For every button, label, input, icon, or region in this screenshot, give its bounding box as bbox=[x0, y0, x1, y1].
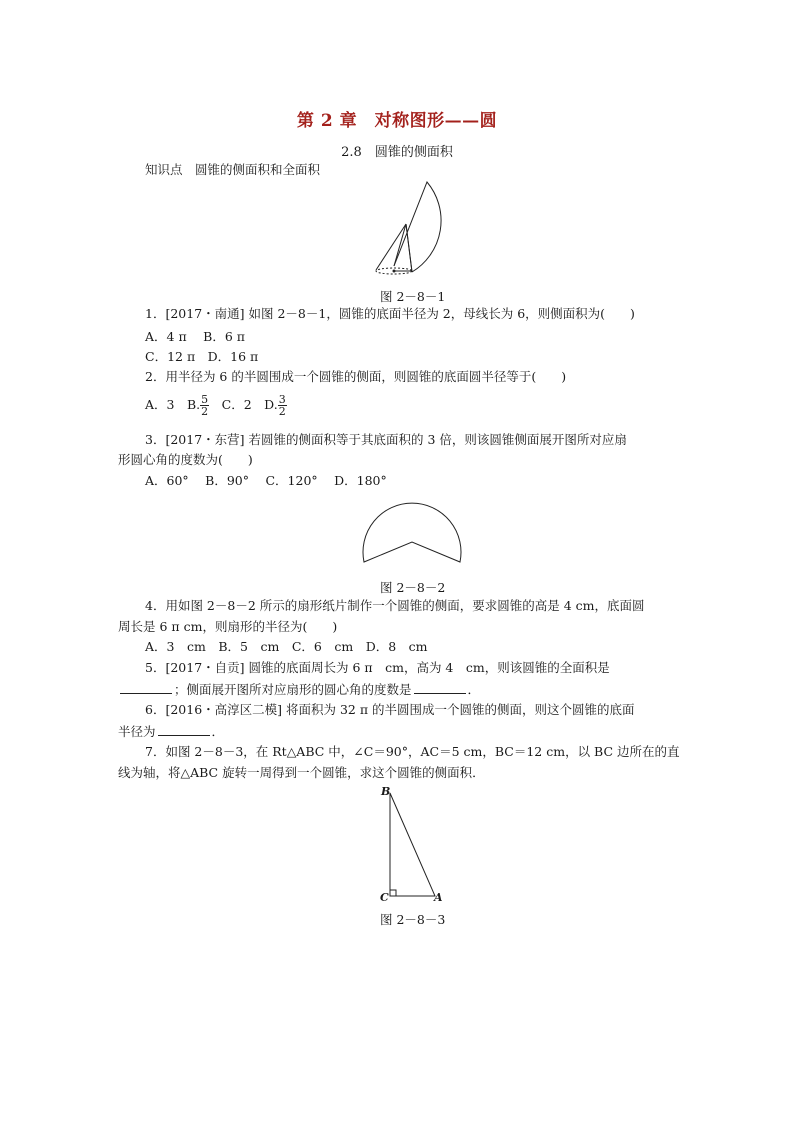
figure-2-caption: 图 2－8－2 bbox=[380, 580, 446, 595]
knowledge-point: 知识点 圆锥的侧面积和全面积 bbox=[145, 162, 321, 177]
question-7-stem-2: 线为轴，将△ABC 旋转一周得到一个圆锥，求这个圆锥的侧面积． bbox=[118, 765, 485, 780]
chapter-title: 第 2 章 对称图形——圆 bbox=[296, 111, 498, 131]
label-c: C bbox=[380, 891, 389, 904]
figure-right-triangle bbox=[385, 790, 445, 900]
question-2-stem: 2．用半径为 6 的半圆围成一个圆锥的侧面，则圆锥的底面圆半径等于( ) bbox=[145, 369, 567, 384]
question-1-stem: 1．[2017・南通] 如图 2－8－1，圆锥的底面半径为 2，母线长为 6，则侧面积为( ) bbox=[145, 306, 635, 321]
question-5-mid: ；侧面展开图所对应扇形的圆心角的度数是 bbox=[174, 682, 412, 697]
figure-cone-unfolded bbox=[372, 182, 472, 282]
question-4-stem-2: 周长是 6 π cm，则扇形的半径为( ) bbox=[118, 619, 338, 634]
question-2-options bbox=[145, 394, 287, 417]
figure-3-caption: 图 2－8－3 bbox=[380, 912, 446, 927]
label-b: B bbox=[381, 785, 391, 798]
question-2-opt-c: C．2 D. bbox=[209, 397, 278, 412]
question-7-stem-1: 7．如图 2－8－3，在 Rt△ABC 中，∠C＝90°，AC＝5 cm，BC＝12 cm，以 BC 边所在的直 bbox=[145, 744, 680, 759]
answer-blank[interactable] bbox=[158, 723, 210, 736]
question-4-options: A．3 cm B．5 cm C．6 cm D．8 cm bbox=[145, 639, 428, 654]
question-5-tail: ． bbox=[467, 682, 481, 697]
question-1-options-2: C．12 π D．16 π bbox=[145, 349, 259, 364]
section-title: 2.8 圆锥的侧面积 bbox=[341, 145, 453, 160]
fraction-b: $\frac{5}{2}$ bbox=[201, 393, 209, 418]
question-5-stem-2 bbox=[118, 681, 480, 698]
question-6-start: 半径为 bbox=[118, 724, 156, 739]
answer-blank[interactable] bbox=[120, 681, 172, 694]
question-3-stem-1: 3．[2017・东营] 若圆锥的侧面积等于其底面积的 3 倍，则该圆锥侧面展开图所对应扇 bbox=[145, 432, 627, 447]
question-5-stem-1: 5．[2017・自贡] 圆锥的底面周长为 6 π cm，高为 4 cm，则该圆锥的全面积是 bbox=[145, 660, 610, 675]
question-3-stem-2: 形圆心角的度数为( ) bbox=[118, 452, 253, 467]
answer-blank[interactable] bbox=[414, 681, 466, 694]
fraction-d: $\frac{3}{2}$ bbox=[278, 393, 286, 418]
figure-sector bbox=[362, 498, 462, 568]
question-6-stem-1: 6．[2016・高淳区二模] 将面积为 32 π 的半圆围成一个圆锥的侧面，则这个圆锥的底面 bbox=[145, 702, 635, 717]
question-6-stem-2 bbox=[118, 723, 224, 740]
question-1-options-1: A．4 π B．6 π bbox=[145, 329, 245, 344]
figure-1-caption: 图 2－8－1 bbox=[380, 289, 446, 304]
question-4-stem-1: 4．用如图 2－8－2 所示的扇形纸片制作一个圆锥的侧面，要求圆锥的高是 4 cm，底面圆 bbox=[145, 598, 645, 613]
question-6-tail: ． bbox=[211, 724, 225, 739]
label-a: A bbox=[434, 891, 443, 904]
question-3-options: A．60° B．90° C．120° D．180° bbox=[145, 473, 387, 488]
question-2-opt-a: A．3 B. bbox=[145, 397, 201, 412]
